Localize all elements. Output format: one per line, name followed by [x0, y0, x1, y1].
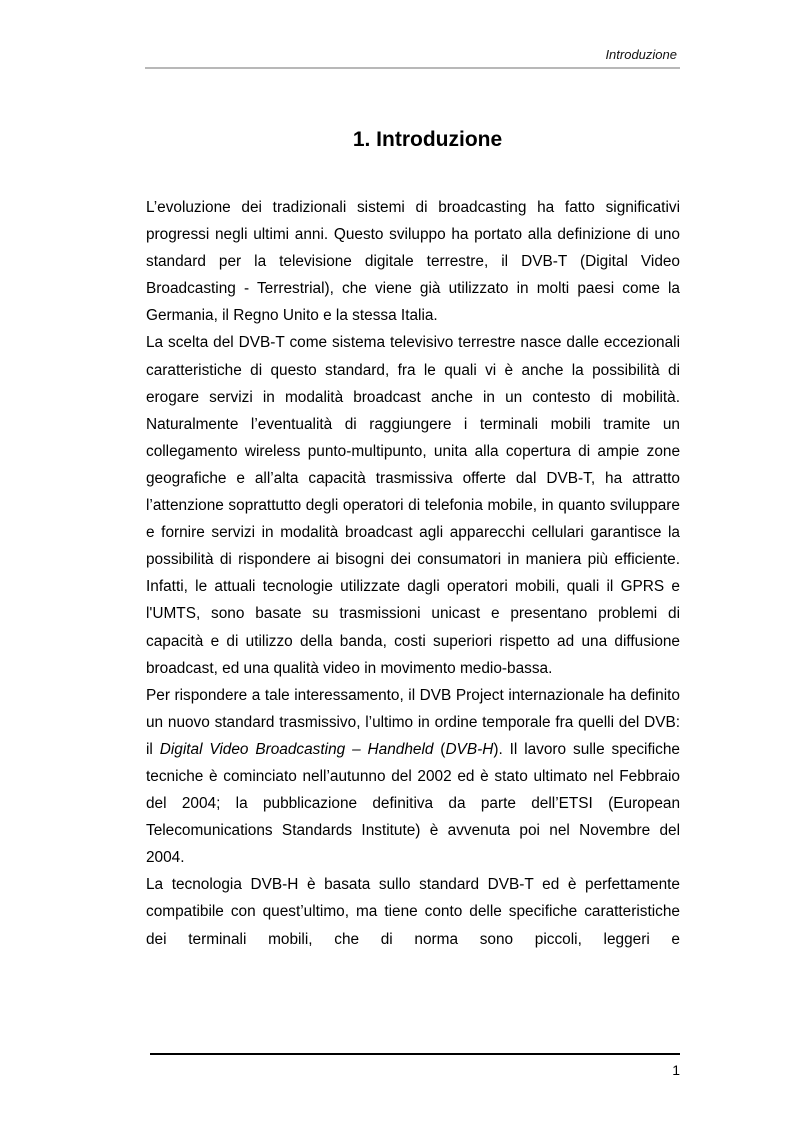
- paragraph-text: ). Il lavoro sulle specifiche tecniche è cominciato nell’autunno del 2002 ed è stato ultimato nel Febbraio del 2004; la pubblicazione definitiva da parte dell’ETSI (European Telecomunications Standards Institute) è avvenuta poi nel Novembre del 2004.: [146, 740, 680, 867]
- paragraph-text: Per rispondere a tale interessamento, il DVB Project internazionale ha definito un nuovo standard trasmissivo, l’ultimo in ordine temporale fra quelli del DVB: il: [146, 686, 680, 758]
- chapter-title: 1. Introduzione: [352, 128, 503, 151]
- paragraph: L’evoluzione dei tradizionali sistemi di broadcasting ha fatto significativi progressi negli ultimi anni. Questo sviluppo ha portato alla definizione di uno standard per la televisione digitale terrestre, il DVB-T (Digital Video Broadcasting - Terrestrial), che viene già utilizzato in molti paesi come la Germania, il Regno Unito e la stessa Italia.: [146, 199, 680, 325]
- body-text: [146, 194, 680, 953]
- paragraph: La tecnologia DVB-H è basata sullo standard DVB-T ed è perfettamente compatibile con quest’ultimo, ma tiene conto delle specifiche caratteristiche dei terminali mobili, che di norma sono piccoli, leggeri e: [146, 876, 680, 948]
- page-number: 1: [672, 1062, 680, 1078]
- italic-acronym: DVB-H: [445, 740, 494, 758]
- header-rule: [145, 67, 680, 69]
- paragraph-text: (: [433, 740, 446, 758]
- running-header: Introduzione: [605, 47, 677, 62]
- paragraph: [146, 682, 680, 872]
- italic-term: Digital Video Broadcasting – Handheld: [159, 740, 434, 758]
- footer-rule: [150, 1053, 680, 1055]
- paragraph: La scelta del DVB-T come sistema televisivo terrestre nasce dalle eccezionali caratteristiche di questo standard, fra le quali vi è anche la possibilità di erogare servizi in modalità broadcast anche in un contesto di mobilità. Naturalmente l’eventualità di raggiungere i terminali mobili tramite un collegamento wireless punto-multipunto, unita alla copertura di ampie zone geografiche e all’alta capacità trasmissiva offerte dal DVB-T, ha attratto l’attenzione soprattutto degli operatori di telefonia mobile, in quanto sviluppare e fornire servizi in modalità broadcast agli apparecchi cellulari garantisce la possibilità di rispondere ai bisogni dei consumatori in maniera più efficiente. Infatti, le attuali tecnologie utilizzate dagli operatori mobili, quali il GPRS e l'UMTS, sono basate su trasmissioni unicast e presentano problemi di capacità e di utilizzo della banda, costi superiori rispetto ad una diffusione broadcast, ed una qualità video in movimento medio-bassa.: [146, 334, 680, 677]
